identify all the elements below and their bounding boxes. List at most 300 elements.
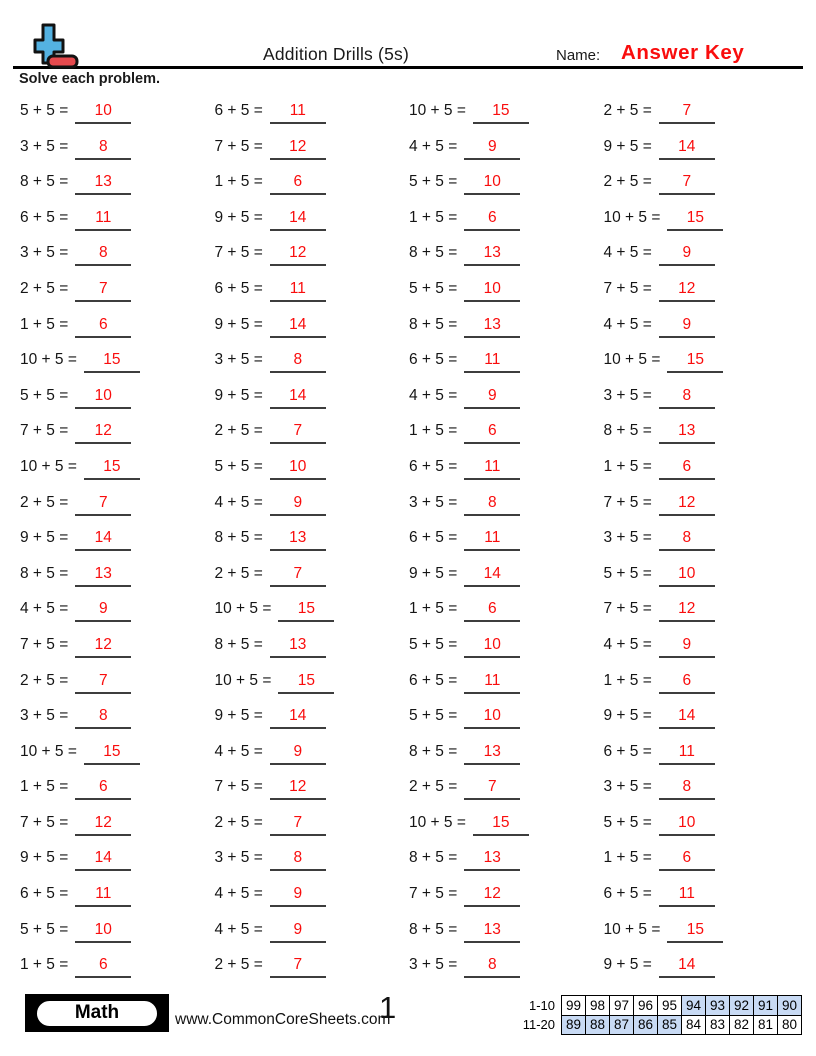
answer-blank-line xyxy=(659,102,715,124)
equation-text: 9 + 5 = xyxy=(214,707,263,725)
equation-text: 2 + 5 = xyxy=(214,956,263,974)
page-number: 1 xyxy=(379,990,397,1025)
answer-blank-line xyxy=(270,209,326,231)
answer-blank-line xyxy=(270,244,326,266)
equation-text: 9 + 5 = xyxy=(214,315,263,333)
answer-value: 8 xyxy=(98,244,108,262)
equation-text: 7 + 5 = xyxy=(214,244,263,262)
answer-value: 6 xyxy=(293,173,303,191)
score-cell: 83 xyxy=(706,1015,730,1035)
problem-row xyxy=(409,307,604,343)
problem-row xyxy=(604,663,799,699)
problem-row xyxy=(20,520,215,556)
answer-blank-line xyxy=(464,138,520,160)
equation-text: 5 + 5 = xyxy=(409,707,458,725)
score-range-label: 1-10 xyxy=(528,997,555,1013)
equation-text: 1 + 5 = xyxy=(20,778,69,796)
problem-row xyxy=(215,556,410,592)
problem-row xyxy=(20,164,215,200)
answer-blank-line xyxy=(270,316,326,338)
answer-blank-line xyxy=(464,458,520,480)
problem-row xyxy=(604,307,799,343)
answer-blank-line xyxy=(659,422,715,444)
answer-blank-line xyxy=(75,173,131,195)
problem-row xyxy=(215,805,410,841)
problem-row xyxy=(215,342,410,378)
answer-value: 11 xyxy=(484,529,501,547)
answer-blank-line xyxy=(270,387,326,409)
answer-blank-line xyxy=(75,600,131,622)
answer-value: 10 xyxy=(678,564,696,582)
equation-text: 4 + 5 = xyxy=(20,600,69,618)
answer-value: 8 xyxy=(682,778,692,796)
problem-row xyxy=(409,378,604,414)
problem-row xyxy=(215,663,410,699)
equation-text: 9 + 5 = xyxy=(214,386,263,404)
equation-text: 7 + 5 = xyxy=(20,813,69,831)
equation-text: 10 + 5 = xyxy=(214,600,272,618)
answer-blank-line xyxy=(659,138,715,160)
problem-row xyxy=(20,342,215,378)
problem-row xyxy=(604,912,799,948)
equation-text: 10 + 5 = xyxy=(603,208,661,226)
answer-value: 9 xyxy=(682,244,692,262)
answer-value: 13 xyxy=(483,315,501,333)
answer-value: 10 xyxy=(94,386,112,404)
answer-blank-line xyxy=(659,956,715,978)
equation-text: 5 + 5 = xyxy=(20,920,69,938)
equation-text: 5 + 5 = xyxy=(409,279,458,297)
problem-row xyxy=(215,627,410,663)
answer-value: 10 xyxy=(678,813,696,831)
answer-value: 10 xyxy=(483,173,501,191)
problem-row xyxy=(409,947,604,983)
answer-value: 14 xyxy=(289,315,307,333)
equation-text: 6 + 5 = xyxy=(409,351,458,369)
equation-text: 5 + 5 = xyxy=(20,386,69,404)
problem-row xyxy=(604,876,799,912)
answer-value: 7 xyxy=(293,422,303,440)
problem-row xyxy=(409,271,604,307)
equation-text: 4 + 5 = xyxy=(603,244,652,262)
problem-row xyxy=(215,912,410,948)
answer-blank-line xyxy=(270,707,326,729)
answer-value: 10 xyxy=(94,102,112,119)
answer-value: 11 xyxy=(678,742,695,760)
answer-value: 11 xyxy=(484,351,501,369)
answer-blank-line xyxy=(270,173,326,195)
answer-blank-line xyxy=(659,814,715,836)
answer-value: 10 xyxy=(483,635,501,653)
equation-text: 7 + 5 = xyxy=(20,422,69,440)
equation-text: 3 + 5 = xyxy=(409,956,458,974)
name-label: Name: xyxy=(556,47,601,64)
answer-blank-line xyxy=(464,209,520,231)
equation-text: 1 + 5 = xyxy=(409,422,458,440)
equation-text: 8 + 5 = xyxy=(20,173,69,191)
answer-value: 14 xyxy=(94,529,112,547)
equation-text: 7 + 5 = xyxy=(603,493,652,511)
problem-row xyxy=(409,520,604,556)
answer-value: 14 xyxy=(678,707,696,725)
problem-row xyxy=(215,235,410,271)
equation-text: 1 + 5 = xyxy=(20,956,69,974)
problem-row xyxy=(215,200,410,236)
answer-value: 14 xyxy=(483,564,501,582)
answer-value: 13 xyxy=(483,244,501,262)
answer-value: 8 xyxy=(682,529,692,547)
answer-value: 12 xyxy=(678,600,696,618)
answer-blank-line xyxy=(464,173,520,195)
problem-row xyxy=(409,164,604,200)
answer-blank-line xyxy=(659,885,715,907)
problem-row xyxy=(20,200,215,236)
answer-value: 6 xyxy=(98,956,108,974)
answer-blank-line xyxy=(270,529,326,551)
answer-blank-line xyxy=(84,743,140,765)
problem-row xyxy=(215,93,410,129)
score-table-row xyxy=(513,996,802,1016)
answer-value: 9 xyxy=(487,137,497,155)
answer-blank-line xyxy=(659,458,715,480)
equation-text: 2 + 5 = xyxy=(603,102,652,119)
answer-value: 12 xyxy=(678,493,696,511)
problem-row xyxy=(215,734,410,770)
answer-value: 6 xyxy=(682,457,692,475)
problem-row xyxy=(215,307,410,343)
answer-value: 8 xyxy=(487,956,497,974)
answer-blank-line xyxy=(659,672,715,694)
equation-text: 1 + 5 = xyxy=(20,315,69,333)
equation-text: 3 + 5 = xyxy=(603,529,652,547)
equation-text: 8 + 5 = xyxy=(409,920,458,938)
answer-blank-line xyxy=(659,707,715,729)
answer-value: 10 xyxy=(289,457,307,475)
equation-text: 2 + 5 = xyxy=(214,422,263,440)
answer-blank-line xyxy=(270,280,326,302)
problem-row xyxy=(215,520,410,556)
answer-value: 7 xyxy=(293,813,303,831)
answer-value: 12 xyxy=(94,813,112,831)
equation-text: 9 + 5 = xyxy=(603,956,652,974)
equation-text: 6 + 5 = xyxy=(20,208,69,226)
problem-row xyxy=(20,485,215,521)
problem-row xyxy=(20,912,215,948)
subject-badge xyxy=(25,994,169,1032)
answer-blank-line xyxy=(75,102,131,124)
answer-blank-line xyxy=(659,280,715,302)
answer-blank-line xyxy=(659,494,715,516)
equation-text: 10 + 5 = xyxy=(603,920,661,938)
answer-blank-line xyxy=(464,921,520,943)
problem-row xyxy=(20,805,215,841)
answer-blank-line xyxy=(659,849,715,871)
answer-value: 13 xyxy=(289,635,307,653)
equation-text: 6 + 5 = xyxy=(214,279,263,297)
answer-value: 13 xyxy=(94,173,112,191)
problem-row xyxy=(20,307,215,343)
score-cell: 90 xyxy=(778,996,802,1016)
problem-row xyxy=(215,129,410,165)
problem-row xyxy=(215,271,410,307)
problem-row xyxy=(604,342,799,378)
equation-text: 4 + 5 = xyxy=(603,635,652,653)
equation-text: 6 + 5 = xyxy=(20,885,69,903)
score-cell: 88 xyxy=(586,1015,610,1035)
problem-row xyxy=(409,805,604,841)
score-cell: 86 xyxy=(634,1015,658,1035)
answer-value: 7 xyxy=(293,956,303,974)
score-cell: 85 xyxy=(658,1015,682,1035)
website-url: www.CommonCoreSheets.com xyxy=(175,1011,391,1028)
answer-value: 15 xyxy=(297,671,316,689)
answer-blank-line xyxy=(464,849,520,871)
equation-text: 9 + 5 = xyxy=(409,564,458,582)
problem-row xyxy=(20,663,215,699)
equation-text: 3 + 5 = xyxy=(20,137,69,155)
answer-value: 15 xyxy=(103,742,121,760)
answer-value: 6 xyxy=(682,671,692,689)
problem-row xyxy=(409,591,604,627)
answer-blank-line xyxy=(659,743,715,765)
equation-text: 8 + 5 = xyxy=(409,742,458,760)
score-cell: 87 xyxy=(610,1015,634,1035)
score-cell: 89 xyxy=(562,1015,586,1035)
answer-value: 11 xyxy=(289,102,306,119)
equation-text: 2 + 5 = xyxy=(20,493,69,511)
equation-text: 6 + 5 = xyxy=(603,885,652,903)
equation-text: 5 + 5 = xyxy=(603,813,652,831)
equation-text: 2 + 5 = xyxy=(214,564,263,582)
answer-key-text: Answer Key xyxy=(621,41,745,64)
answer-value: 9 xyxy=(98,600,108,618)
answer-value: 15 xyxy=(103,351,121,369)
answer-blank-line xyxy=(464,422,520,444)
equation-text: 2 + 5 = xyxy=(214,813,263,831)
answer-blank-line xyxy=(270,565,326,587)
answer-value: 12 xyxy=(289,244,307,262)
score-cell: 84 xyxy=(682,1015,706,1035)
problem-row xyxy=(215,591,410,627)
answer-blank-line xyxy=(75,885,131,907)
problem-row xyxy=(409,876,604,912)
problem-row xyxy=(604,556,799,592)
problem-row xyxy=(409,769,604,805)
equation-text: 6 + 5 = xyxy=(409,529,458,547)
problem-row xyxy=(604,200,799,236)
plus-minus-icon xyxy=(30,20,85,72)
answer-value: 8 xyxy=(293,351,303,369)
answer-blank-line xyxy=(659,316,715,338)
answer-blank-line xyxy=(464,743,520,765)
answer-value: 15 xyxy=(103,457,121,475)
equation-text: 10 + 5 = xyxy=(20,742,77,760)
answer-value: 12 xyxy=(483,885,501,903)
answer-blank-line xyxy=(270,849,326,871)
equation-text: 10 + 5 = xyxy=(20,457,77,475)
answer-blank-line xyxy=(75,422,131,444)
answer-value: 11 xyxy=(95,885,112,903)
problem-row xyxy=(604,627,799,663)
score-cell: 91 xyxy=(754,996,778,1016)
problem-row xyxy=(20,698,215,734)
equation-text: 2 + 5 = xyxy=(409,778,458,796)
equation-text: 4 + 5 = xyxy=(409,386,458,404)
equation-text: 8 + 5 = xyxy=(409,849,458,867)
problem-row xyxy=(604,235,799,271)
answer-blank-line xyxy=(464,672,520,694)
answer-blank-line xyxy=(278,600,334,622)
answer-blank-line xyxy=(270,956,326,978)
equation-text: 5 + 5 = xyxy=(20,102,69,119)
answer-value: 12 xyxy=(289,778,307,796)
answer-value: 15 xyxy=(492,813,510,831)
answer-blank-line xyxy=(270,743,326,765)
header-divider-line xyxy=(13,66,803,69)
answer-blank-line xyxy=(464,387,520,409)
answer-value: 7 xyxy=(682,173,692,191)
problems-grid xyxy=(20,93,798,983)
score-table xyxy=(513,995,802,1035)
answer-value: 7 xyxy=(487,778,497,796)
equation-text: 5 + 5 = xyxy=(603,564,652,582)
answer-blank-line xyxy=(75,778,131,800)
answer-blank-line xyxy=(464,529,520,551)
answer-blank-line xyxy=(659,244,715,266)
answer-value: 15 xyxy=(492,102,510,119)
equation-text: 9 + 5 = xyxy=(603,137,652,155)
answer-blank-line xyxy=(75,280,131,302)
score-range-label: 11-20 xyxy=(522,1017,555,1033)
answer-value: 12 xyxy=(94,635,112,653)
score-cell: 97 xyxy=(610,996,634,1016)
problem-row xyxy=(20,93,215,129)
score-cell: 96 xyxy=(634,996,658,1016)
answer-blank-line xyxy=(75,707,131,729)
answer-value: 10 xyxy=(94,920,112,938)
answer-value: 13 xyxy=(289,529,307,547)
answer-blank-line xyxy=(270,778,326,800)
problem-row xyxy=(20,947,215,983)
answer-blank-line xyxy=(667,921,723,943)
answer-value: 6 xyxy=(682,849,692,867)
answer-blank-line xyxy=(75,244,131,266)
equation-text: 2 + 5 = xyxy=(20,279,69,297)
problem-row xyxy=(604,271,799,307)
answer-blank-line xyxy=(473,814,529,836)
page-title: Addition Drills (5s) xyxy=(263,44,409,64)
equation-text: 7 + 5 = xyxy=(20,635,69,653)
problem-row xyxy=(604,164,799,200)
answer-blank-line xyxy=(270,138,326,160)
equation-text: 1 + 5 = xyxy=(214,173,263,191)
answer-value: 13 xyxy=(94,564,112,582)
problem-row xyxy=(604,378,799,414)
equation-text: 3 + 5 = xyxy=(409,493,458,511)
equation-text: 8 + 5 = xyxy=(409,244,458,262)
answer-value: 14 xyxy=(289,707,307,725)
equation-text: 8 + 5 = xyxy=(214,635,263,653)
answer-value: 7 xyxy=(293,564,303,582)
problem-row xyxy=(604,734,799,770)
answer-blank-line xyxy=(659,636,715,658)
equation-text: 9 + 5 = xyxy=(20,529,69,547)
equation-text: 4 + 5 = xyxy=(214,885,263,903)
answer-blank-line xyxy=(464,707,520,729)
score-cell: 82 xyxy=(730,1015,754,1035)
problem-row xyxy=(20,271,215,307)
equation-text: 2 + 5 = xyxy=(603,173,652,191)
answer-value: 8 xyxy=(293,849,303,867)
score-cell: 95 xyxy=(658,996,682,1016)
problem-row xyxy=(409,235,604,271)
problem-row xyxy=(604,129,799,165)
score-cell: 80 xyxy=(778,1015,802,1035)
problem-row xyxy=(20,591,215,627)
answer-value: 7 xyxy=(98,671,108,689)
answer-value: 11 xyxy=(95,208,112,226)
answer-blank-line xyxy=(75,138,131,160)
problem-row xyxy=(409,840,604,876)
problem-row xyxy=(215,876,410,912)
answer-value: 14 xyxy=(678,137,696,155)
problem-row xyxy=(20,378,215,414)
problem-row xyxy=(604,947,799,983)
problem-row xyxy=(215,378,410,414)
answer-blank-line xyxy=(270,422,326,444)
answer-value: 11 xyxy=(678,885,695,903)
answer-value: 14 xyxy=(289,208,307,226)
answer-blank-line xyxy=(270,102,326,124)
answer-blank-line xyxy=(84,458,140,480)
equation-text: 8 + 5 = xyxy=(214,529,263,547)
answer-value: 12 xyxy=(289,137,307,155)
answer-value: 11 xyxy=(484,671,501,689)
answer-blank-line xyxy=(667,351,723,373)
answer-value: 6 xyxy=(487,422,497,440)
equation-text: 7 + 5 = xyxy=(409,885,458,903)
answer-value: 14 xyxy=(94,849,112,867)
answer-blank-line xyxy=(75,494,131,516)
problem-row xyxy=(604,449,799,485)
equation-text: 7 + 5 = xyxy=(214,137,263,155)
problem-row xyxy=(20,840,215,876)
answer-value: 15 xyxy=(686,920,705,938)
answer-blank-line xyxy=(464,636,520,658)
problem-row xyxy=(409,627,604,663)
equation-text: 7 + 5 = xyxy=(214,778,263,796)
equation-text: 9 + 5 = xyxy=(214,208,263,226)
problem-row xyxy=(215,164,410,200)
problem-row xyxy=(20,876,215,912)
equation-text: 1 + 5 = xyxy=(603,457,652,475)
answer-blank-line xyxy=(75,387,131,409)
equation-text: 1 + 5 = xyxy=(409,600,458,618)
answer-value: 10 xyxy=(483,279,501,297)
equation-text: 4 + 5 = xyxy=(409,137,458,155)
answer-blank-line xyxy=(464,565,520,587)
equation-text: 5 + 5 = xyxy=(409,635,458,653)
problem-row xyxy=(604,698,799,734)
answer-blank-line xyxy=(75,529,131,551)
score-cell: 81 xyxy=(754,1015,778,1035)
answer-value: 9 xyxy=(293,742,303,760)
problem-row xyxy=(215,947,410,983)
problem-row xyxy=(20,413,215,449)
answer-blank-line xyxy=(75,316,131,338)
answer-value: 7 xyxy=(98,493,108,511)
answer-value: 9 xyxy=(682,315,692,333)
